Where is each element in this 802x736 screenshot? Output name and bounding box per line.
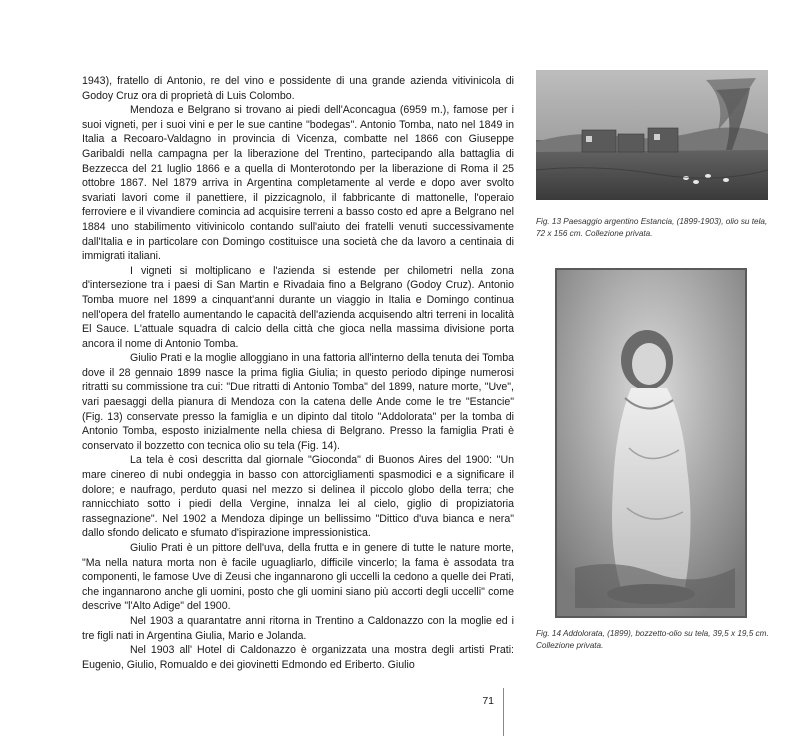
paragraph: Giulio Prati è un pittore dell'uva, della frutta e in genere di tutte le nature morte, "Ma nella natura morta non è facile uguagliarlo, difficile vincerlo; la fama è assodata tra componenti, le famose Uve di Zeusi che ingannarono gli uccelli la cedono a quelle dei Prati, che ingannarono anche gli uomini, posto che gli uomini siano più accorti degli uccelli" come descrive "l'Alto Adige" del 1900. [82, 542, 514, 613]
figure-14-caption: Fig. 14 Addolorata, (1899), bozzetto-olio su tela, 39,5 x 19,5 cm. Collezione privata. [536, 629, 769, 650]
figure-13-caption: Fig. 13 Paesaggio argentino Estancia, (1899-1903), olio su tela, 72 x 156 cm. Collezione privata. [536, 217, 768, 238]
paragraph: I vigneti si moltiplicano e l'azienda si estende per chilometri nella zona d'intersezione tra i paesi di San Martin e Rivadaia fino a Belgrano (Godoy Cruz). Antonio Tomba muore nel 1899 a cinquant'anni durante un viaggio in Italia e Domingo continua nell'opera del fratello aumentando le capacità dell'azienda acquisendo altri terreni in località El Sauce. L'attuale squadra di calcio della città che gioca nella massima divisione porta ancora il nome di Antonio Tomba. [82, 264, 514, 350]
paragraph: La tela è così descritta dal giornale "Gioconda" di Buonos Aires del 1900: "Un mare cinereo di nubi ondeggia in basso con attorcigliamenti spasmodici e a significare il dolore; e naufrago, perduto quasi nel mezzo si delinea il piccolo globo della terra; che rannicchiato sotto i piedi della Vergine, innalza lei al cielo, giglio di propiziatoria rassegnazione". Nel 1902 a Mendoza dipinge un bellissimo "Dittico d'uva bianca e nera" dallo sfondo delicato e sfumato d'ispirazione impressionistica. [82, 454, 514, 540]
paragraph: 1943), fratello di Antonio, re del vino e possidente di una grande azienda vitivinicola di Godoy Cruz ora di proprietà di Luis Colombo. [82, 75, 514, 102]
figure-14-addolorata-painting [555, 268, 747, 618]
paragraph: Nel 1903 all' Hotel di Caldonazzo è organizzata una mostra degli artisti Prati: Eugenio, Giulio, Romualdo e dei giovinetti Edmondo ed Eriberto. Giulio [82, 644, 514, 671]
page-number: 71 [482, 695, 494, 707]
page-divider-line [503, 688, 504, 736]
paragraph: Giulio Prati e la moglie alloggiano in una fattoria all'interno della tenuta dei Tomba dove il 28 gennaio 1899 nasce la prima figlia Giulia; in questo periodo dipinge numerosi ritratti su commissione tra cui: "Due ritratti di Antonio Tomba" del 1899, nature morte, "Uve", vari paesaggi della pianura di Mendoza con la catena delle Ande come le tre "Estancie" (Fig. 13) conservate presso la famiglia e un dipinto dal titolo "Addolorata" per la tomba di Antonio Tomba, esposto inizialmente nella chiesa di Belgrano. Presso la famiglia Prati è conservato il bozzetto con tecnica olio su tela (Fig. 14). [82, 352, 514, 452]
body-text-column [82, 74, 514, 672]
figure-13-landscape-painting [536, 70, 768, 200]
paragraph: Mendoza e Belgrano si trovano ai piedi dell'Aconcagua (6959 m.), famose per i suoi vigneti, per i suoi vini e per le sue cantine "bodegas". Antonio Tomba, nato nel 1849 in Italia a Recoaro-Valdagno in provincia di Vicenza, combatte nel 1866 con Giuseppe Garibaldi nella campagna per la liberazione del Trentino, partecipando alla battaglia di Bezzecca del 21 luglio 1866 e a quella di Monterotondo per la liberazione di Roma il 25 ottobre 1867. Nel 1879 arriva in Argentina completamente al verde e dopo aver svolto svariati lavori come il panettiere, il pizzicagnolo, il fabbricante di mattonelle, l'operaio ferroviere e il vivandiere comincia ad acquisire terreni a basso costo ed apre a Belgrano nel 1884 uno stabilimento vitivinicolo contando sull'aiuto dei fratelli venuti successivamente dall'Italia e in particolare con Domingo costituisce una società che da lavoro a centinaia di immigrati italiani. [82, 104, 514, 263]
paragraph: Nel 1903 a quarantatre anni ritorna in Trentino a Caldonazzo con la moglie ed i tre figli nati in Argentina Giulia, Mario e Jolanda. [82, 614, 514, 642]
